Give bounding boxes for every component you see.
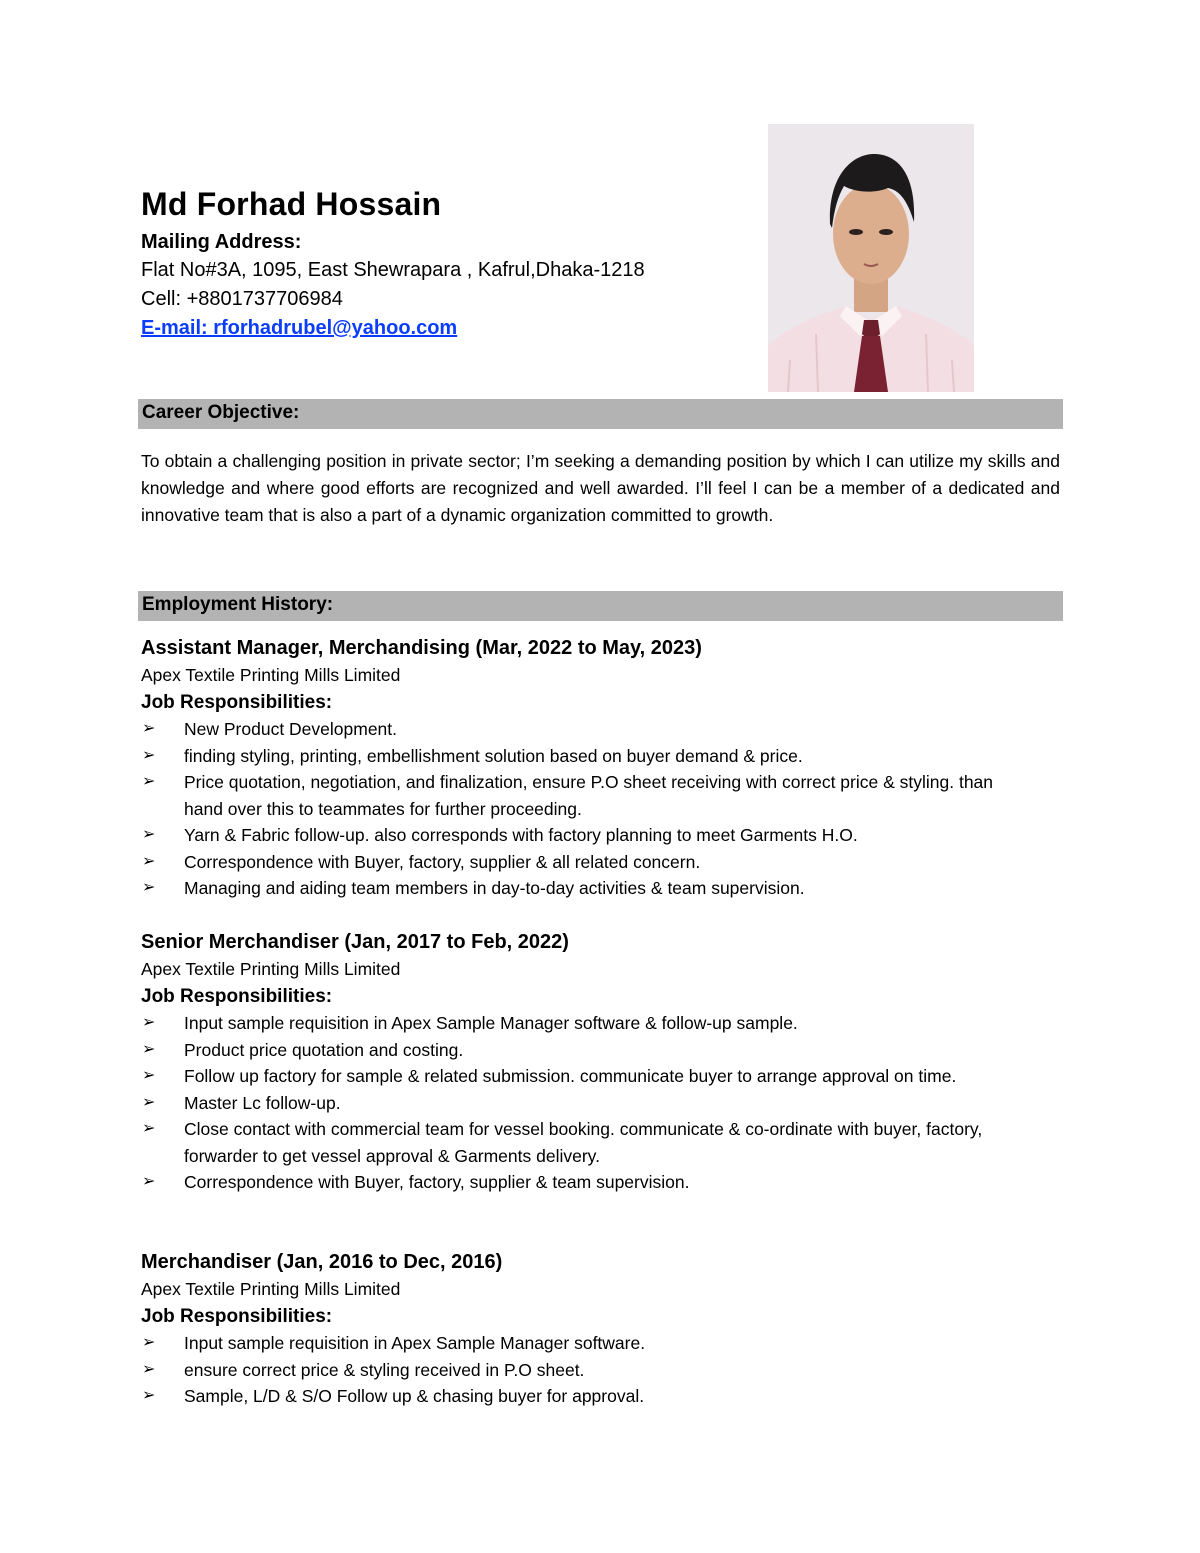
responsibility-text: Price quotation, negotiation, and finalization, ensure P.O sheet receiving with correct price & styling. than hand over this to teammates for further proceeding.	[184, 772, 994, 819]
responsibility-text: Yarn & Fabric follow-up. also corresponds with factory planning to meet Garments H.O.	[184, 825, 858, 845]
job-entry	[141, 634, 1061, 902]
career-objective-text: To obtain a challenging position in private sector; I’m seeking a demanding position by which I can utilize my skills and knowledge and where good efforts are recognized and well awarded. I’ll feel I can be a member of a dedicated and innovative team that is also a part of a dynamic organization committed to growth.	[141, 451, 1060, 525]
job-title: Senior Merchandiser (Jan, 2017 to Feb, 2022)	[141, 931, 569, 953]
responsibility-item	[141, 769, 1034, 822]
responsibility-text: New Product Development.	[184, 719, 398, 739]
arrow-bullet-icon: ➢	[142, 746, 156, 764]
responsibilities-label: Job Responsibilities:	[141, 986, 333, 1007]
responsibility-text: Follow up factory for sample & related submission. communicate buyer to arrange approval on time.	[184, 1066, 957, 1086]
arrow-bullet-icon: ➢	[142, 1093, 156, 1111]
arrow-bullet-icon: ➢	[142, 773, 156, 790]
arrow-bullet-icon: ➢	[142, 1173, 156, 1190]
arrow-bullet-icon: ➢	[142, 826, 156, 843]
responsibility-item	[141, 822, 1034, 849]
employment-history-heading: Employment History:	[142, 594, 334, 615]
email-link[interactable]: E-mail: rforhadrubel@yahoo.com	[141, 317, 458, 339]
arrow-bullet-icon: ➢	[142, 1334, 156, 1351]
job-entry	[141, 928, 1061, 1196]
cell-number: Cell: +8801737706984	[141, 288, 343, 310]
responsibility-text: Input sample requisition in Apex Sample Manager software & follow-up sample.	[184, 1013, 798, 1033]
responsibility-item	[141, 743, 1034, 770]
responsibility-list	[141, 1010, 1061, 1196]
career-objective-header	[138, 399, 1063, 429]
responsibility-text: Close contact with commercial team for vessel booking. communicate & co-ordinate with buyer, factory, forwarder to get vessel approval & Garments delivery.	[184, 1119, 983, 1166]
responsibility-text: finding styling, printing, embellishment solution based on buyer demand & price.	[184, 745, 803, 766]
responsibility-text: Managing and aiding team members in day-to-day activities & team supervision.	[184, 878, 805, 898]
arrow-bullet-icon: ➢	[142, 1387, 156, 1404]
candidate-name: Md Forhad Hossain	[141, 186, 442, 222]
responsibility-item	[141, 1383, 1034, 1410]
responsibility-item	[141, 1090, 1034, 1117]
responsibilities-label: Job Responsibilities:	[141, 692, 333, 713]
company-name: Apex Textile Printing Mills Limited	[141, 665, 401, 685]
arrow-bullet-icon: ➢	[142, 1040, 156, 1058]
mailing-address-label: Mailing Address:	[141, 231, 302, 253]
employment-history-header	[138, 591, 1063, 621]
responsibility-item	[141, 1357, 1034, 1384]
company-name: Apex Textile Printing Mills Limited	[141, 959, 401, 979]
responsibility-text: Correspondence with Buyer, factory, supplier & team supervision.	[184, 1172, 690, 1192]
arrow-bullet-icon: ➢	[142, 1067, 156, 1084]
profile-photo	[768, 124, 974, 392]
arrow-bullet-icon: ➢	[142, 720, 156, 737]
responsibility-item	[141, 1037, 1034, 1064]
arrow-bullet-icon: ➢	[142, 1120, 156, 1137]
responsibility-item	[141, 716, 1034, 743]
arrow-bullet-icon: ➢	[142, 1014, 156, 1031]
responsibility-list	[141, 1330, 1061, 1410]
responsibility-item	[141, 875, 1034, 902]
responsibility-item	[141, 849, 1034, 876]
responsibility-text: Correspondence with Buyer, factory, supplier & all related concern.	[184, 851, 701, 872]
arrow-bullet-icon: ➢	[142, 1360, 156, 1378]
job-entry	[141, 1248, 1061, 1410]
responsibility-item	[141, 1169, 1034, 1196]
responsibility-text: ensure correct price & styling received in P.O sheet.	[184, 1359, 585, 1380]
arrow-bullet-icon: ➢	[142, 879, 156, 896]
responsibilities-label: Job Responsibilities:	[141, 1306, 333, 1327]
portrait-image	[768, 124, 974, 392]
job-title: Merchandiser (Jan, 2016 to Dec, 2016)	[141, 1251, 503, 1273]
company-name: Apex Textile Printing Mills Limited	[141, 1279, 401, 1299]
career-objective-heading: Career Objective:	[142, 402, 300, 423]
responsibility-text: Sample, L/D & S/O Follow up & chasing buyer for approval.	[184, 1386, 645, 1406]
mailing-address: Flat No#3A, 1095, East Shewrapara , Kafrul,Dhaka-1218	[141, 259, 645, 281]
responsibility-item	[141, 1010, 1034, 1037]
responsibility-text: Master Lc follow-up.	[184, 1092, 341, 1113]
responsibility-text: Input sample requisition in Apex Sample Manager software.	[184, 1333, 646, 1353]
responsibility-item	[141, 1330, 1034, 1357]
responsibility-text: Product price quotation and costing.	[184, 1039, 464, 1060]
responsibility-item	[141, 1116, 1034, 1169]
arrow-bullet-icon: ➢	[142, 852, 156, 870]
responsibility-list	[141, 716, 1061, 902]
responsibility-item	[141, 1063, 1034, 1090]
job-title: Assistant Manager, Merchandising (Mar, 2022 to May, 2023)	[141, 637, 702, 659]
